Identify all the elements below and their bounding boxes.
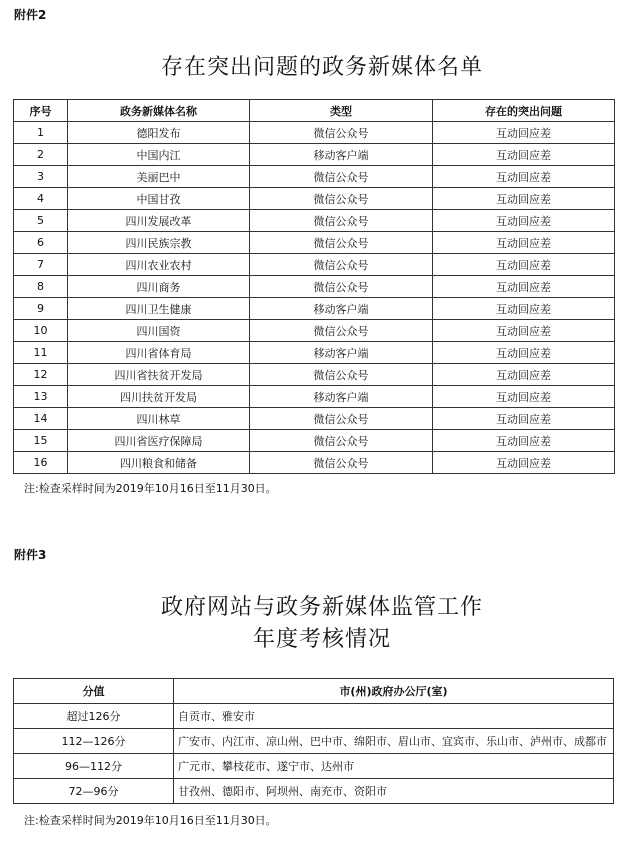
cell-media-name: 四川省扶贫开发局 [68, 364, 250, 386]
cell-type: 移动客户端 [250, 144, 433, 166]
assessment-body [14, 704, 614, 804]
cell-type: 微信公众号 [250, 210, 433, 232]
cell-issue: 互动回应差 [433, 254, 615, 276]
cell-issue: 互动回应差 [433, 430, 615, 452]
table-row [14, 729, 614, 754]
cell-index: 6 [14, 232, 68, 254]
table-row [14, 452, 615, 474]
annex3-title-line1: 政府网站与政务新媒体监管工作 [160, 595, 483, 620]
header-issue: 存在的突出问题 [433, 100, 615, 122]
annex2-note: 注:检查采样时间为2019年10月16日至11月30日。 [24, 482, 277, 495]
cell-score: 96—112分 [14, 754, 174, 779]
cell-index: 5 [14, 210, 68, 232]
cell-issue: 互动回应差 [433, 122, 615, 144]
cell-type: 微信公众号 [250, 276, 433, 298]
cell-issue: 互动回应差 [433, 452, 615, 474]
cell-type: 微信公众号 [250, 232, 433, 254]
cell-type: 移动客户端 [250, 298, 433, 320]
cell-index: 11 [14, 342, 68, 364]
cell-media-name: 四川省体育局 [68, 342, 250, 364]
cell-index: 4 [14, 188, 68, 210]
annex3-label: 附件3 [14, 548, 47, 562]
cell-index: 7 [14, 254, 68, 276]
cell-score: 72—96分 [14, 779, 174, 804]
cell-cities: 自贡市、雅安市 [174, 704, 614, 729]
cell-type: 微信公众号 [250, 320, 433, 342]
cell-score: 超过126分 [14, 704, 174, 729]
cell-index: 16 [14, 452, 68, 474]
annex2-label: 附件2 [14, 8, 47, 22]
table-row [14, 754, 614, 779]
cell-issue: 互动回应差 [433, 276, 615, 298]
cell-index: 2 [14, 144, 68, 166]
cell-index: 1 [14, 122, 68, 144]
cell-media-name: 四川粮食和储备 [68, 452, 250, 474]
cell-issue: 互动回应差 [433, 320, 615, 342]
assessment-table [13, 678, 614, 804]
cell-issue: 互动回应差 [433, 342, 615, 364]
table-row [14, 298, 615, 320]
table-row [14, 408, 615, 430]
table-header-row [14, 100, 615, 122]
table-row [14, 779, 614, 804]
header-media-name: 政务新媒体名称 [68, 100, 250, 122]
cell-type: 微信公众号 [250, 188, 433, 210]
cell-media-name: 中国甘孜 [68, 188, 250, 210]
cell-media-name: 四川民族宗教 [68, 232, 250, 254]
cell-type: 移动客户端 [250, 342, 433, 364]
annex2-title: 存在突出问题的政务新媒体名单 [160, 55, 483, 80]
cell-type: 微信公众号 [250, 166, 433, 188]
cell-type: 微信公众号 [250, 364, 433, 386]
cell-media-name: 美丽巴中 [68, 166, 250, 188]
cell-issue: 互动回应差 [433, 210, 615, 232]
cell-type: 微信公众号 [250, 430, 433, 452]
cell-media-name: 四川农业农村 [68, 254, 250, 276]
cell-media-name: 德阳发布 [68, 122, 250, 144]
table-row [14, 704, 614, 729]
table-row [14, 386, 615, 408]
cell-issue: 互动回应差 [433, 298, 615, 320]
cell-media-name: 四川卫生健康 [68, 298, 250, 320]
table-row [14, 166, 615, 188]
cell-type: 微信公众号 [250, 452, 433, 474]
cell-score: 112—126分 [14, 729, 174, 754]
table-row [14, 232, 615, 254]
table-row [14, 364, 615, 386]
header-index: 序号 [14, 100, 68, 122]
cell-media-name: 四川发展改革 [68, 210, 250, 232]
cell-issue: 互动回应差 [433, 386, 615, 408]
cell-index: 8 [14, 276, 68, 298]
table-row [14, 210, 615, 232]
cell-type: 微信公众号 [250, 254, 433, 276]
table-header-row [14, 679, 614, 704]
cell-issue: 互动回应差 [433, 144, 615, 166]
header-type: 类型 [250, 100, 433, 122]
table-row [14, 122, 615, 144]
cell-index: 12 [14, 364, 68, 386]
header-score: 分值 [14, 679, 174, 704]
cell-cities: 甘孜州、德阳市、阿坝州、南充市、资阳市 [174, 779, 614, 804]
cell-type: 微信公众号 [250, 122, 433, 144]
cell-media-name: 四川林草 [68, 408, 250, 430]
media-list-body [14, 122, 615, 474]
table-row [14, 342, 615, 364]
annex3-note: 注:检查采样时间为2019年10月16日至11月30日。 [24, 814, 277, 827]
table-row [14, 188, 615, 210]
cell-issue: 互动回应差 [433, 188, 615, 210]
cell-media-name: 四川商务 [68, 276, 250, 298]
annex3-title-line2: 年度考核情况 [252, 627, 391, 652]
cell-issue: 互动回应差 [433, 166, 615, 188]
cell-index: 13 [14, 386, 68, 408]
cell-media-name: 四川国资 [68, 320, 250, 342]
cell-cities: 广安市、内江市、凉山州、巴中市、绵阳市、眉山市、宜宾市、乐山市、泸州市、成都市 [174, 729, 614, 754]
cell-media-name: 中国内江 [68, 144, 250, 166]
cell-index: 3 [14, 166, 68, 188]
cell-type: 移动客户端 [250, 386, 433, 408]
header-city-office: 市(州)政府办公厅(室) [174, 679, 614, 704]
cell-issue: 互动回应差 [433, 408, 615, 430]
cell-index: 9 [14, 298, 68, 320]
cell-index: 15 [14, 430, 68, 452]
table-row [14, 276, 615, 298]
cell-issue: 互动回应差 [433, 364, 615, 386]
cell-cities: 广元市、攀枝花市、遂宁市、达州市 [174, 754, 614, 779]
cell-index: 10 [14, 320, 68, 342]
table-row [14, 254, 615, 276]
media-list-table [13, 99, 615, 474]
cell-media-name: 四川扶贫开发局 [68, 386, 250, 408]
cell-type: 微信公众号 [250, 408, 433, 430]
table-row [14, 430, 615, 452]
cell-index: 14 [14, 408, 68, 430]
table-row [14, 320, 615, 342]
cell-media-name: 四川省医疗保障局 [68, 430, 250, 452]
table-row [14, 144, 615, 166]
cell-issue: 互动回应差 [433, 232, 615, 254]
